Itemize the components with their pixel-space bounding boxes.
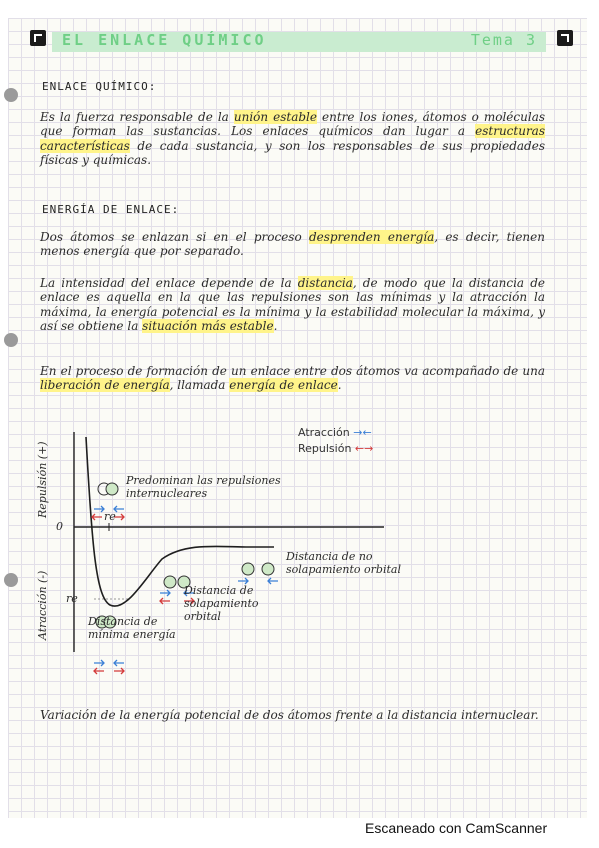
- attraction-arrow-icon: →←: [353, 426, 372, 439]
- text: .: [273, 319, 278, 334]
- highlight: unión estable: [233, 110, 317, 124]
- atom-icon: [106, 483, 118, 495]
- repulsion-arrow-icon: [94, 668, 104, 674]
- annotation-repulsion: Predominan las repulsiones internucleares: [126, 474, 281, 500]
- legend-label: Repulsión: [298, 442, 352, 455]
- y-axis-top-label: Repulsión (+): [36, 441, 49, 518]
- definition-paragraph: [40, 110, 545, 168]
- binder-hole: [4, 88, 18, 102]
- diagram-caption: Variación de la energía potencial de dos átomos frente a la distancia internuclear.: [40, 708, 539, 722]
- highlight: estructuras características: [40, 124, 545, 153]
- highlight: energía de enlace: [229, 378, 338, 393]
- re-label: re: [104, 510, 116, 523]
- attraction-arrow-icon: [114, 660, 124, 666]
- text: , llamada: [169, 378, 230, 393]
- text: La intensidad del enlace depende de la: [40, 276, 298, 290]
- text: En el proceso de formación de un enlace entre dos átomos va acompañado de una: [40, 364, 545, 378]
- annotation-min-energy: Distancia de mínima energía: [88, 615, 176, 641]
- attraction-arrow-icon: [94, 660, 104, 666]
- energy-paragraph-2: [40, 276, 545, 334]
- highlight: situación más estable: [142, 319, 274, 334]
- text: Es la fuerza responsable de la: [40, 110, 234, 124]
- attraction-arrow-icon: [94, 506, 104, 512]
- notebook-page: [8, 18, 587, 818]
- corner-mark-icon: [557, 30, 573, 46]
- binder-hole: [4, 573, 18, 587]
- text: , de modo que la distancia de enlace es aquella en la que las repulsiones son las mínimas y la atracción la máxima, la energía potencial es la mínima y la estabilidad molecular la máxima, y así se obtiene la: [40, 276, 545, 334]
- energy-paragraph-1: [40, 230, 545, 259]
- binder-hole: [4, 333, 18, 347]
- repulsion-arrow-icon: ←→: [354, 442, 374, 455]
- text: , es decir, tienen menos energía que por separado.: [40, 230, 545, 259]
- atom-icon: [262, 563, 274, 575]
- repulsion-arrow-icon: [114, 668, 124, 674]
- energy-paragraph-3: [40, 364, 545, 393]
- page-title: EL ENLACE QUÍMICO: [62, 31, 267, 49]
- section-heading: ENLACE QUÍMICO:: [42, 80, 157, 93]
- section-heading: ENERGÍA DE ENLACE:: [42, 203, 180, 216]
- y-axis-bottom-label: Atracción (-): [36, 570, 49, 640]
- legend-attraction: [298, 426, 372, 439]
- highlight: distancia: [297, 276, 353, 290]
- repulsion-arrow-icon: [92, 514, 102, 520]
- text: Dos átomos se enlazan si en el proceso: [40, 230, 309, 244]
- legend-label: Atracción: [298, 426, 350, 439]
- legend-repulsion: [298, 442, 373, 455]
- scanner-watermark: Escaneado con CamScanner: [365, 820, 548, 836]
- highlight: liberación de energía: [40, 378, 170, 393]
- re-label: re: [66, 592, 78, 605]
- zero-label: 0: [56, 520, 63, 533]
- repulsion-arrow-icon: [160, 598, 170, 604]
- atom-icon: [164, 576, 176, 588]
- text: de cada sustancia, y son los responsables de sus propiedades físicas y químicas.: [40, 138, 545, 168]
- highlight: desprenden energía: [308, 230, 435, 244]
- atom-icon: [242, 563, 254, 575]
- annotation-overlap: Distancia de solapamiento orbital: [184, 584, 259, 623]
- annotation-no-overlap: Distancia de no solapamiento orbital: [286, 550, 401, 576]
- corner-mark-icon: [30, 30, 46, 46]
- text: .: [337, 378, 342, 393]
- text: entre los iones, átomos o moléculas que forman las sustancias. Los enlaces químicos dan lugar a: [40, 110, 546, 139]
- topic-number: Tema 3: [470, 31, 537, 49]
- attraction-arrow-icon: [160, 590, 170, 596]
